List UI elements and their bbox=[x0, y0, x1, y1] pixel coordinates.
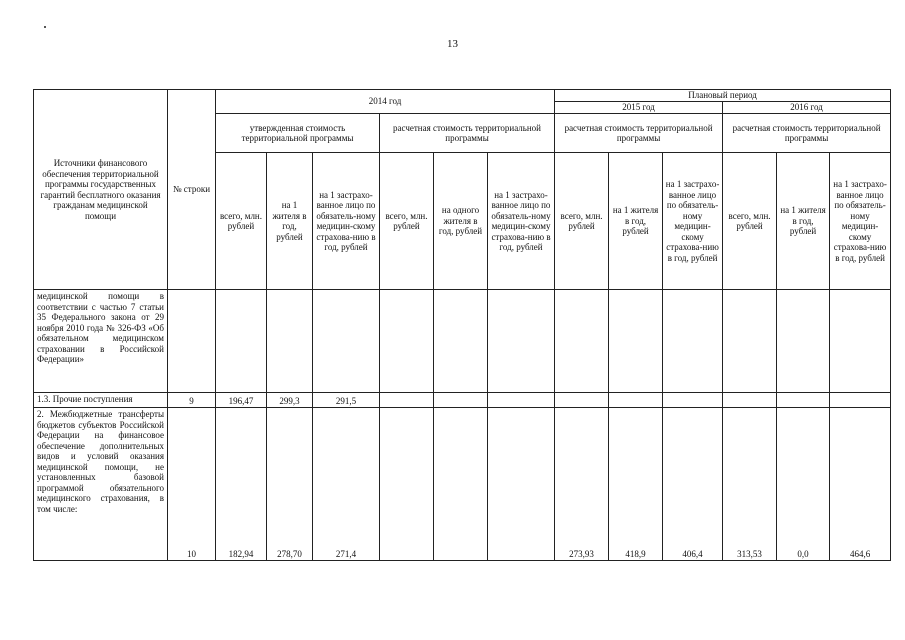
row-number: 10 bbox=[168, 408, 216, 561]
row-value bbox=[723, 393, 777, 408]
row-value: 291,5 bbox=[313, 393, 380, 408]
row-value: 278,70 bbox=[267, 408, 313, 561]
col-2016-per-resident: на 1 жителя в год, рублей bbox=[777, 153, 830, 290]
header-estimated-cost-2014: расчетная стоимость территориальной программы bbox=[380, 114, 555, 153]
header-row-years bbox=[34, 90, 891, 102]
row-value bbox=[216, 290, 267, 393]
row-value: 0,0 bbox=[777, 408, 830, 561]
row-value bbox=[723, 290, 777, 393]
header-estimated-cost-2016: расчетная стоимость территориальной программы bbox=[723, 114, 891, 153]
row-value: 406,4 bbox=[663, 408, 723, 561]
row-number bbox=[168, 290, 216, 393]
header-estimated-cost-2015: расчетная стоимость территориальной программы bbox=[555, 114, 723, 153]
col-2015-per-insured: на 1 застрахо-ванное лицо по обязатель-ному медицин-скому страхова-нию в год, рублей bbox=[663, 153, 723, 290]
row-value bbox=[555, 393, 609, 408]
financing-table-container bbox=[33, 89, 891, 561]
header-approved-cost-2014: утвержденная стоимость территориальной программы bbox=[216, 114, 380, 153]
col-2016-per-insured: на 1 застрахо-ванное лицо по обязатель-ному медицин-скому страхова-нию в год, рублей bbox=[830, 153, 891, 290]
row-value: 464,6 bbox=[830, 408, 891, 561]
row-value bbox=[380, 290, 434, 393]
row-value bbox=[609, 290, 663, 393]
financing-sources-table bbox=[33, 89, 891, 561]
row-number: 9 bbox=[168, 393, 216, 408]
col-2014-estimated-per-resident: на одного жителя в год, рублей bbox=[434, 153, 488, 290]
col-2014-estimated-per-insured: на 1 застрахо-ванное лицо по обязатель-ному медицин-скому страхова-нию в год, рублей bbox=[488, 153, 555, 290]
row-value bbox=[267, 290, 313, 393]
table-row bbox=[34, 290, 891, 393]
header-year-2014: 2014 год bbox=[216, 90, 555, 114]
row-value bbox=[663, 290, 723, 393]
row-value bbox=[434, 408, 488, 561]
row-value: 313,53 bbox=[723, 408, 777, 561]
col-2015-total: всего, млн. рублей bbox=[555, 153, 609, 290]
row-value: 196,47 bbox=[216, 393, 267, 408]
row-value bbox=[663, 393, 723, 408]
row-value bbox=[609, 393, 663, 408]
row-value: 271,4 bbox=[313, 408, 380, 561]
scan-speck bbox=[44, 26, 46, 28]
row-value bbox=[488, 393, 555, 408]
col-2014-estimated-total: всего, млн. рублей bbox=[380, 153, 434, 290]
row-value bbox=[380, 408, 434, 561]
row-value bbox=[830, 393, 891, 408]
col-2014-approved-per-resident: на 1 жителя в год, рублей bbox=[267, 153, 313, 290]
row-value: 182,94 bbox=[216, 408, 267, 561]
row-value bbox=[777, 290, 830, 393]
header-year-2016: 2016 год bbox=[723, 102, 891, 114]
row-value bbox=[434, 290, 488, 393]
row-value bbox=[434, 393, 488, 408]
header-planned-period: Плановый период bbox=[555, 90, 891, 102]
row-value: 273,93 bbox=[555, 408, 609, 561]
row-value bbox=[313, 290, 380, 393]
table-row bbox=[34, 393, 891, 408]
row-value bbox=[830, 290, 891, 393]
page-number: 13 bbox=[447, 38, 458, 50]
row-value bbox=[555, 290, 609, 393]
col-2016-total: всего, млн. рублей bbox=[723, 153, 777, 290]
row-value bbox=[777, 393, 830, 408]
col-2014-approved-total: всего, млн. рублей bbox=[216, 153, 267, 290]
header-year-2015: 2015 год bbox=[555, 102, 723, 114]
row-value bbox=[488, 408, 555, 561]
col-2015-per-resident: на 1 жителя в год, рублей bbox=[609, 153, 663, 290]
header-source: Источники финансового обеспечения территориальной программы государственных гарантий бесплатного оказания гражданам медицинской помощи bbox=[34, 90, 168, 290]
row-value bbox=[488, 290, 555, 393]
row-value: 299,3 bbox=[267, 393, 313, 408]
table-row bbox=[34, 408, 891, 561]
row-value: 418,9 bbox=[609, 408, 663, 561]
header-row-number: № строки bbox=[168, 90, 216, 290]
row-label: 1.3. Прочие поступления bbox=[34, 393, 168, 408]
row-value bbox=[380, 393, 434, 408]
row-label: 2. Межбюджетные трансферты бюджетов субъектов Российской Федерации на финансовое обеспечение дополнительных видов и условий оказания медицинской помощи, не установленных базовой программой обязательного медицинского страхования, в том числе: bbox=[34, 408, 168, 561]
col-2014-approved-per-insured: на 1 застрахо-ванное лицо по обязатель-ному медицин-скому страхова-нию в год, рублей bbox=[313, 153, 380, 290]
row-label: медицинской помощи в соответствии с частью 7 статьи 35 Федерального закона от 29 ноября 2010 года № 326-ФЗ «Об обязательном медицинском страховании в Российской Федерации» bbox=[34, 290, 168, 393]
